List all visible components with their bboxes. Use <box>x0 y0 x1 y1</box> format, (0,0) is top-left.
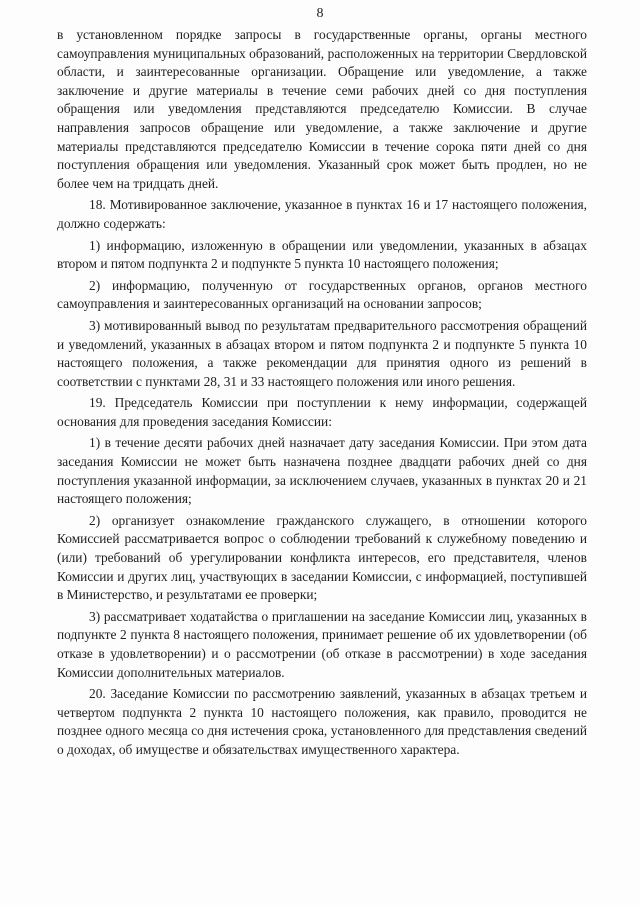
page-number: 8 <box>316 6 324 21</box>
paragraph-19-item-2: 2) организует ознакомление гражданского служащего, в отношении которого Комиссией рассматривается вопрос о соблюдении требований к служебному поведению и (или) требований об урегулировании конфликта интересов, его представителя, членов Комиссии и других лиц, участвующих в заседании Комиссии, с информацией, поступившей в Министерство, и результатами ее проверки; <box>57 512 587 603</box>
paragraph-19: 19. Председатель Комиссии при поступлении к нему информации, содержащей основания для проведения заседания Комиссии: <box>57 395 587 429</box>
paragraph-20: 20. Заседание Комиссии по рассмотрению заявлений, указанных в абзацах третьем и четвертом подпункта 2 пункта 10 настоящего положения, как правило, проводится не позднее одного месяца со дня истечения срока, установленного для представления сведений о доходах, об имуществе и обязательствах имущественного характера. <box>57 686 587 757</box>
paragraph-18: 18. Мотивированное заключение, указанное в пунктах 16 и 17 настоящего положения, должно содержать: <box>57 197 587 231</box>
paragraph-18-item-1: 1) информацию, изложенную в обращении или уведомлении, указанных в абзацах втором и пятом подпункта 2 и подпункте 5 пункта 10 настоящего положения; <box>57 237 587 272</box>
paragraph-19-item-1: 1) в течение десяти рабочих дней назначает дату заседания Комиссии. При этом дата заседания Комиссии не может быть назначена позднее двадцати рабочих дней со дня поступления указанной информации, за исключением случаев, указанных в пунктах 20 и 21 настоящего положения; <box>57 435 587 507</box>
paragraph-19-item-3: 3) рассматривает ходатайства о приглашении на заседание Комиссии лиц, указанных в подпункте 2 пункта 8 настоящего положения, принимает решение об их удовлетворении (об отказе в удовлетворении) и о рассмотрении (об отказе в рассмотрении) в ходе заседания Комиссии дополнительных материалов. <box>57 608 587 680</box>
document-body <box>57 26 587 760</box>
paragraph-continuation: в установленном порядке запросы в государственные органы, органы местного самоуправления муниципальных образований, расположенных на территории Свердловской области, и заинтересованные организации. Обращение или уведомление, а также заключение и другие материалы в течение семи рабочих дней со дня поступления обращения или уведомления представляются председателю Комиссии. В случае направления запросов обращение или уведомление, а также заключение и другие материалы представляются председателю Комиссии в течение сорока пяти дней со дня поступления обращения или уведомления. Указанный срок может быть продлен, но не более чем на тридцать дней. <box>57 27 587 191</box>
paragraph-18-item-3: 3) мотивированный вывод по результатам предварительного рассмотрения обращений и уведомлений, указанных в абзацах втором и пятом подпункта 2 и подпункте 5 пункта 10 настоящего положения, а также рекомендации для принятия одного из решений в соответствии с пунктами 28, 31 и 33 настоящего положения или иного решения. <box>57 317 587 389</box>
paragraph-18-item-2: 2) информацию, полученную от государственных органов, органов местного самоуправления и заинтересованных организаций на основании запросов; <box>57 277 587 312</box>
